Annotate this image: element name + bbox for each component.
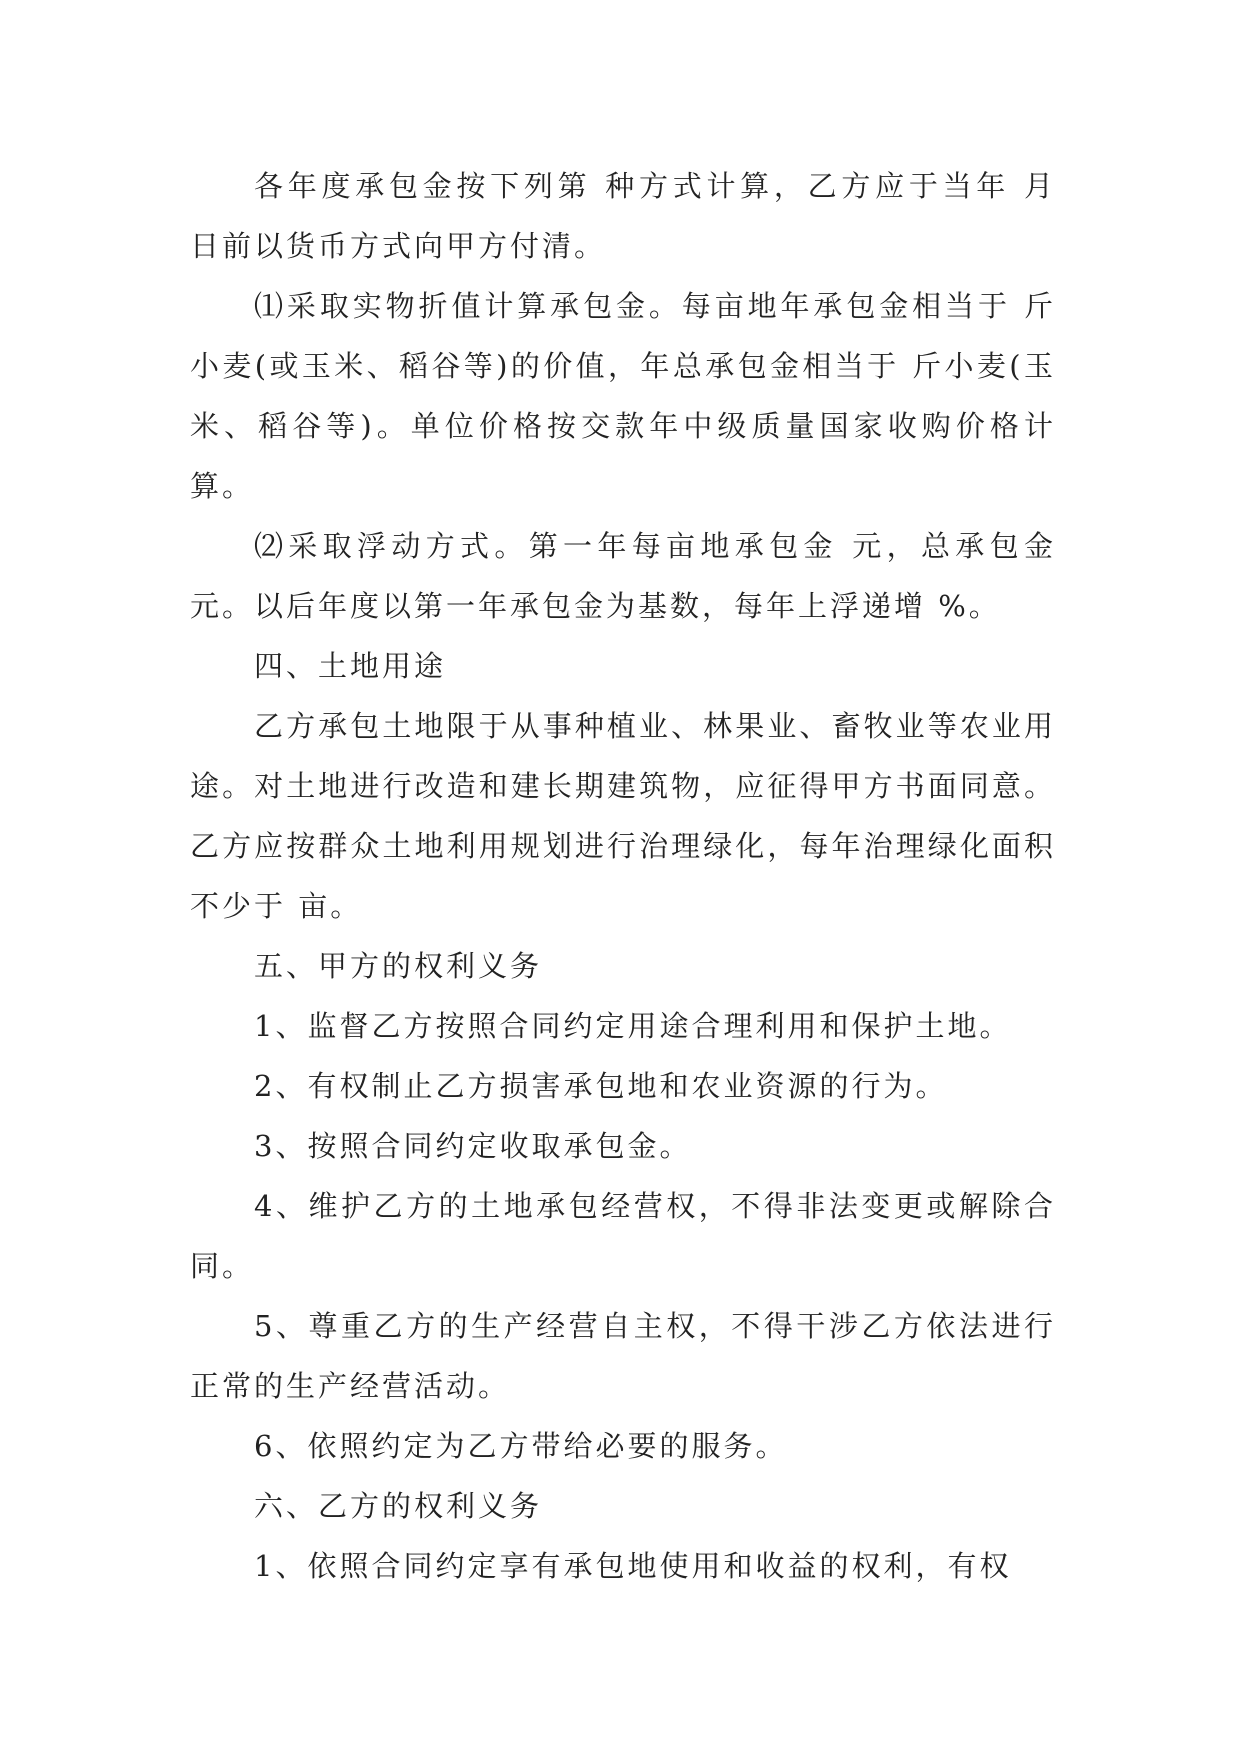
list-item-party-b-1: 1、依照合同约定享有承包地使用和收益的权利，有权 (254, 1549, 1012, 1583)
section-heading-party-b-rights: 六、乙方的权利义务 (254, 1489, 543, 1523)
list-item-party-a-6: 6、依照约定为乙方带给必要的服务。 (254, 1429, 788, 1463)
paragraph-in-kind-rent: ⑴采取实物折值计算承包金。每亩地年承包金相当于 斤小麦(或玉米、稻谷等)的价值，年总承包金相当于 斤小麦(玉米、稻谷等)。单位价格按交款年中级质量国家收购价格计算。 (190, 289, 1056, 503)
list-item-party-a-1: 1、监督乙方按照合同约定用途合理利用和保护土地。 (254, 1009, 1012, 1043)
section-heading-land-use: 四、土地用途 (254, 649, 447, 683)
paragraph-land-use: 乙方承包土地限于从事种植业、林果业、畜牧业等农业用途。对土地进行改造和建长期建筑物，应征得甲方书面同意。乙方应按群众土地利用规划进行治理绿化，每年治理绿化面积不少于 亩。 (190, 709, 1056, 923)
paragraph-payment-method: 各年度承包金按下列第 种方式计算，乙方应于当年 月 日前以货币方式向甲方付清。 (190, 169, 1056, 263)
section-heading-party-a-rights: 五、甲方的权利义务 (254, 949, 543, 983)
list-item-party-a-5: 5、尊重乙方的生产经营自主权，不得干涉乙方依法进行正常的生产经营活动。 (190, 1309, 1056, 1403)
list-item-party-a-4: 4、维护乙方的土地承包经营权，不得非法变更或解除合同。 (190, 1189, 1056, 1283)
list-item-party-a-2: 2、有权制止乙方损害承包地和农业资源的行为。 (254, 1069, 948, 1103)
list-item-party-a-3: 3、按照合同约定收取承包金。 (254, 1129, 692, 1163)
paragraph-floating-rent: ⑵采取浮动方式。第一年每亩地承包金 元，总承包金 元。以后年度以第一年承包金为基数，每年上浮递增 %。 (190, 529, 1056, 623)
document-body (190, 156, 1056, 1596)
